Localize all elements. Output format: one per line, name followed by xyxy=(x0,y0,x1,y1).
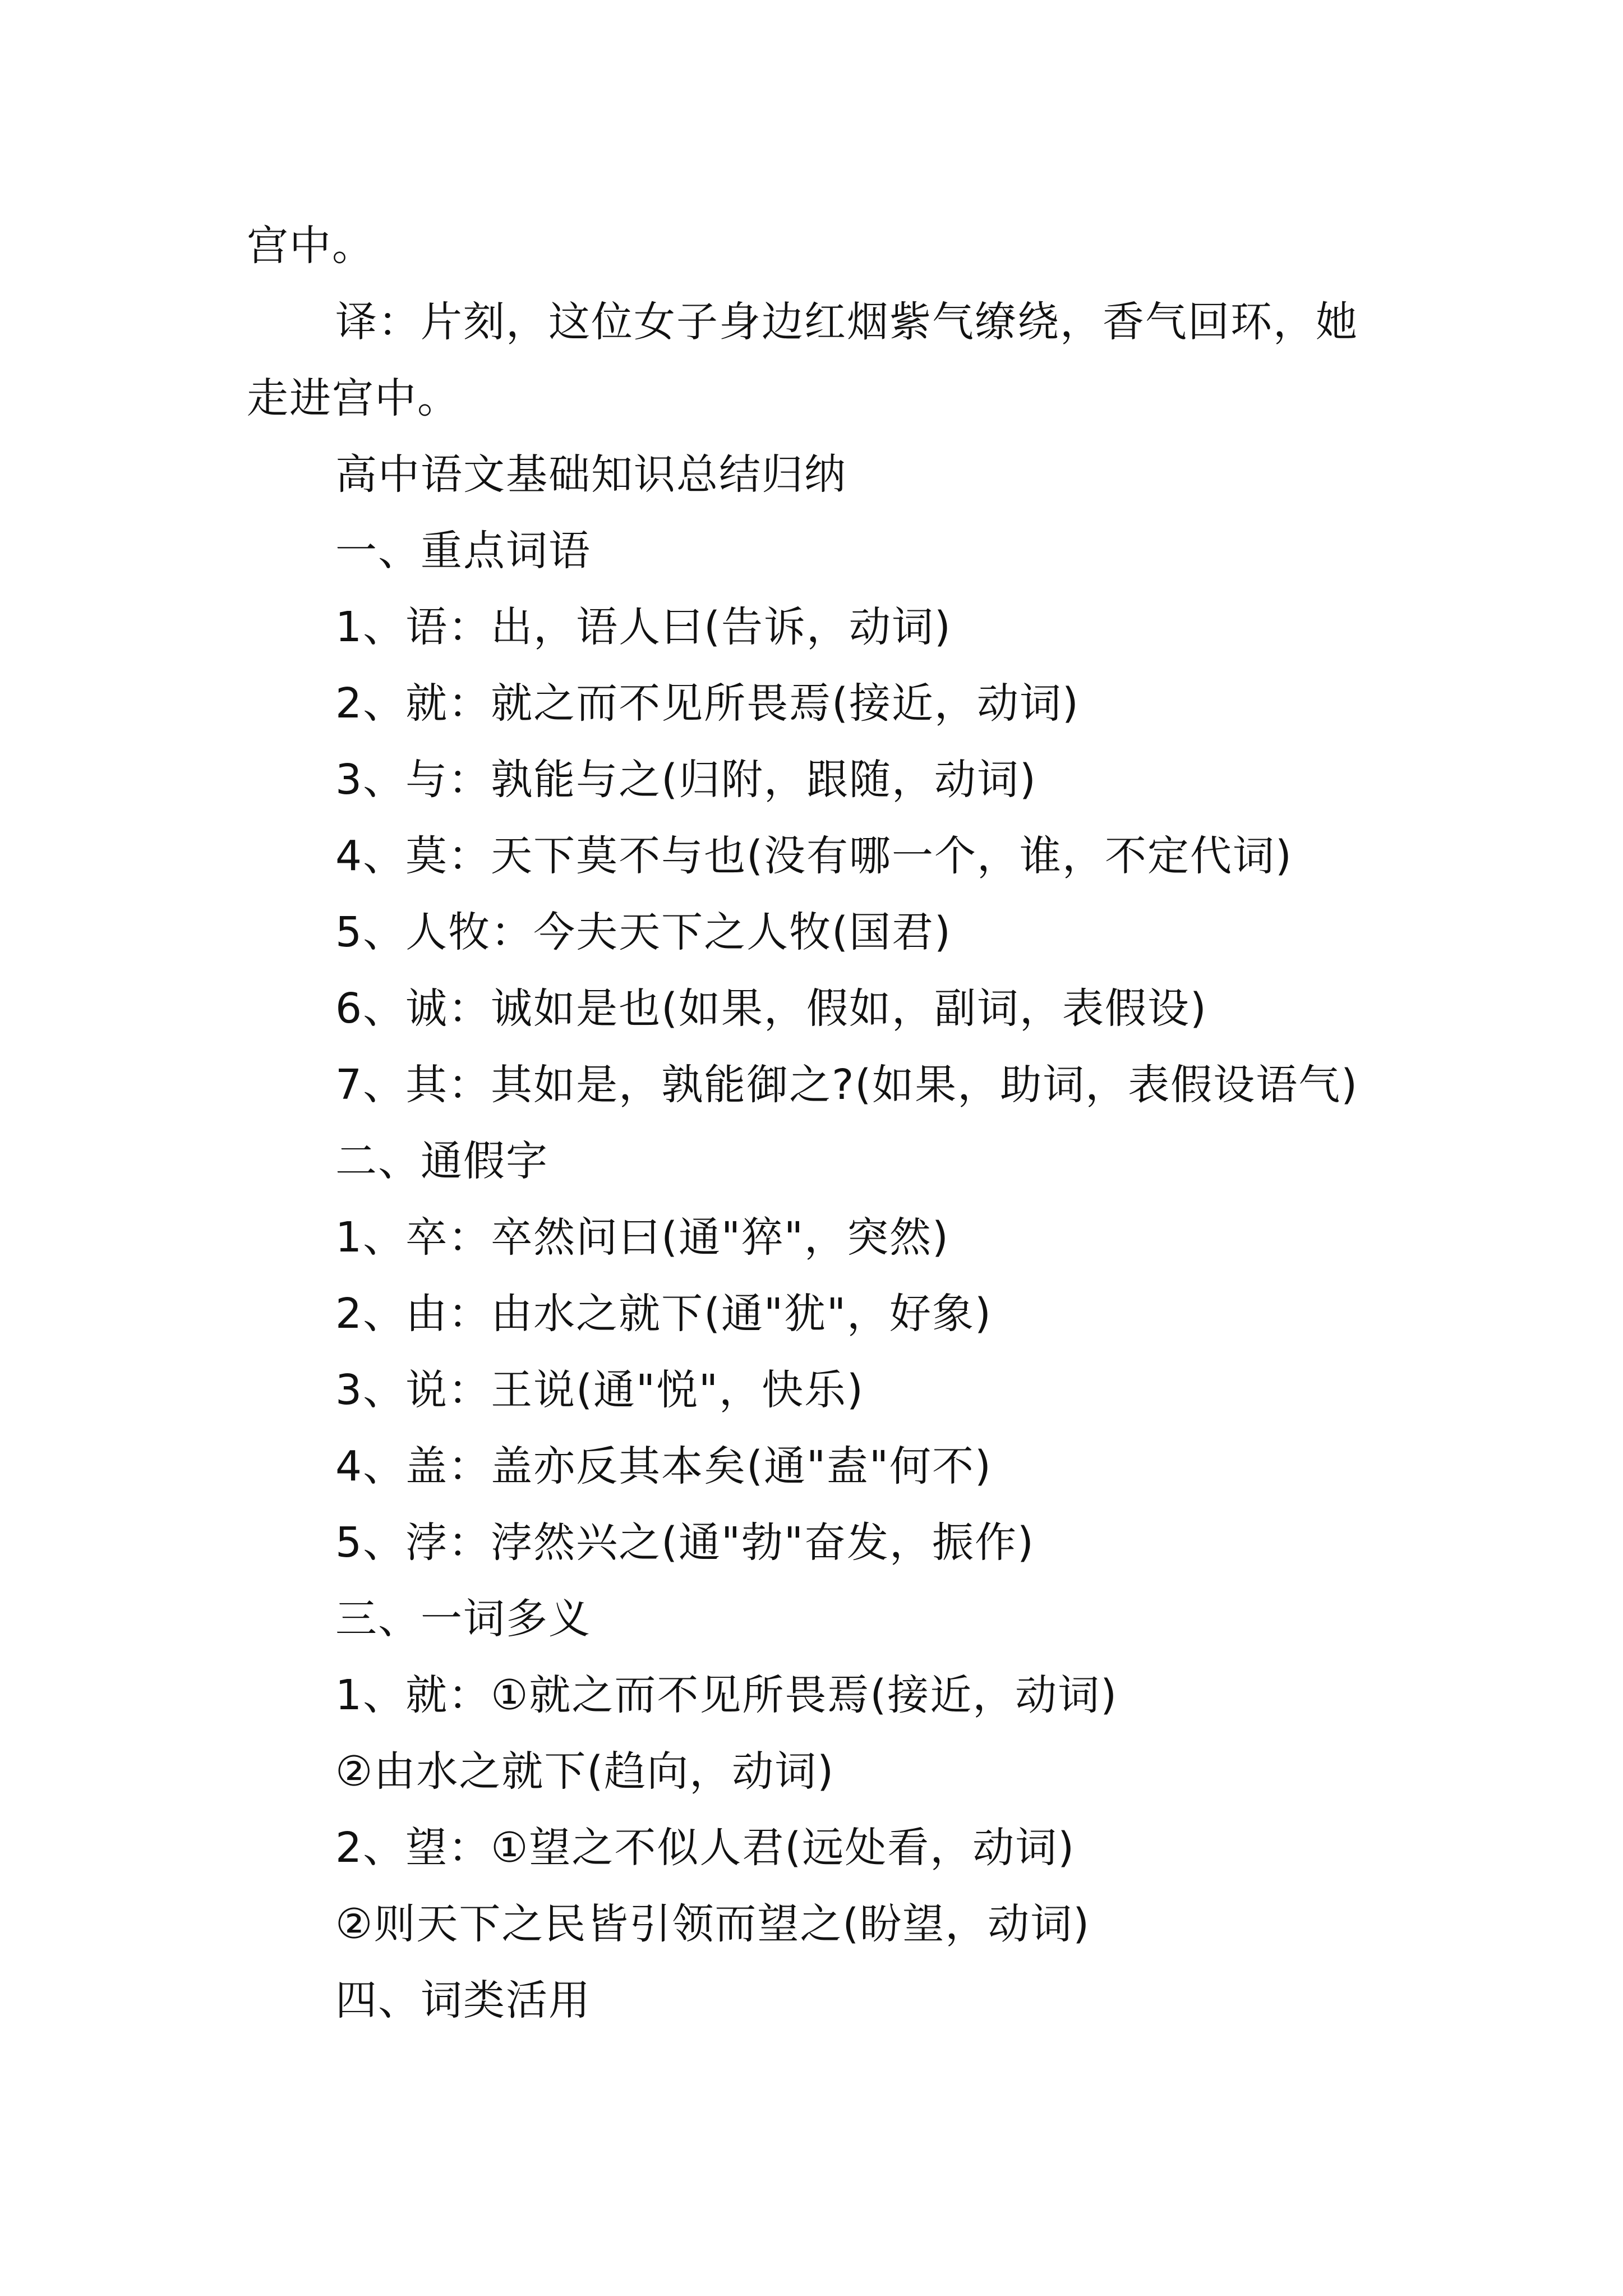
heading-interchangeable-chars: 二、通假字 xyxy=(335,1137,548,1185)
heading-polysemy: 三、一词多义 xyxy=(335,1595,591,1643)
list-item: ②则天下之民皆引领而望之(盼望，动词) xyxy=(335,1900,1091,1948)
document-body xyxy=(247,208,1396,2039)
list-item: 2、望：①望之不似人君(远处看，动词) xyxy=(335,1824,1076,1872)
list-item: ②由水之就下(趋向，动词) xyxy=(335,1747,835,1796)
list-item: 1、语：出，语人曰(告诉，动词) xyxy=(335,603,952,651)
list-item: 3、说：王说(通"悦"，快乐) xyxy=(335,1366,864,1414)
list-item: 4、盖：盖亦反其本矣(通"盍"何不) xyxy=(335,1442,992,1490)
list-item: 2、就：就之而不见所畏焉(接近，动词) xyxy=(335,679,1080,728)
list-item: 2、由：由水之就下(通"犹"，好象) xyxy=(335,1290,992,1338)
list-item: 3、与：孰能与之(归附，跟随，动词) xyxy=(335,756,1037,804)
text-line-translation-cont: 走进宫中。 xyxy=(247,374,460,422)
list-item: 1、就：①就之而不见所畏焉(接近，动词) xyxy=(335,1671,1118,1719)
list-item: 5、人牧：今夫天下之人牧(国君) xyxy=(335,908,952,956)
list-item: 4、莫：天下莫不与也(没有哪一个，谁，不定代词) xyxy=(335,832,1293,880)
list-item: 1、卒：卒然问曰(通"猝"，突然) xyxy=(335,1213,949,1262)
list-item: 7、其：其如是，孰能御之?(如果，助词，表假设语气) xyxy=(335,1061,1359,1109)
heading-key-words: 一、重点词语 xyxy=(335,527,591,575)
list-item: 5、浡：浡然兴之(通"勃"奋发，振作) xyxy=(335,1519,1035,1567)
text-line-palace-end: 宫中。 xyxy=(247,222,375,270)
section-title: 高中语文基础知识总结归纳 xyxy=(335,450,847,499)
list-item: 6、诚：诚如是也(如果，假如，副词，表假设) xyxy=(335,984,1207,1033)
text-line-translation: 译：片刻，这位女子身边红烟紫气缭绕，香气回环，她 xyxy=(335,298,1358,346)
heading-word-class-usage: 四、词类活用 xyxy=(335,1976,591,2024)
